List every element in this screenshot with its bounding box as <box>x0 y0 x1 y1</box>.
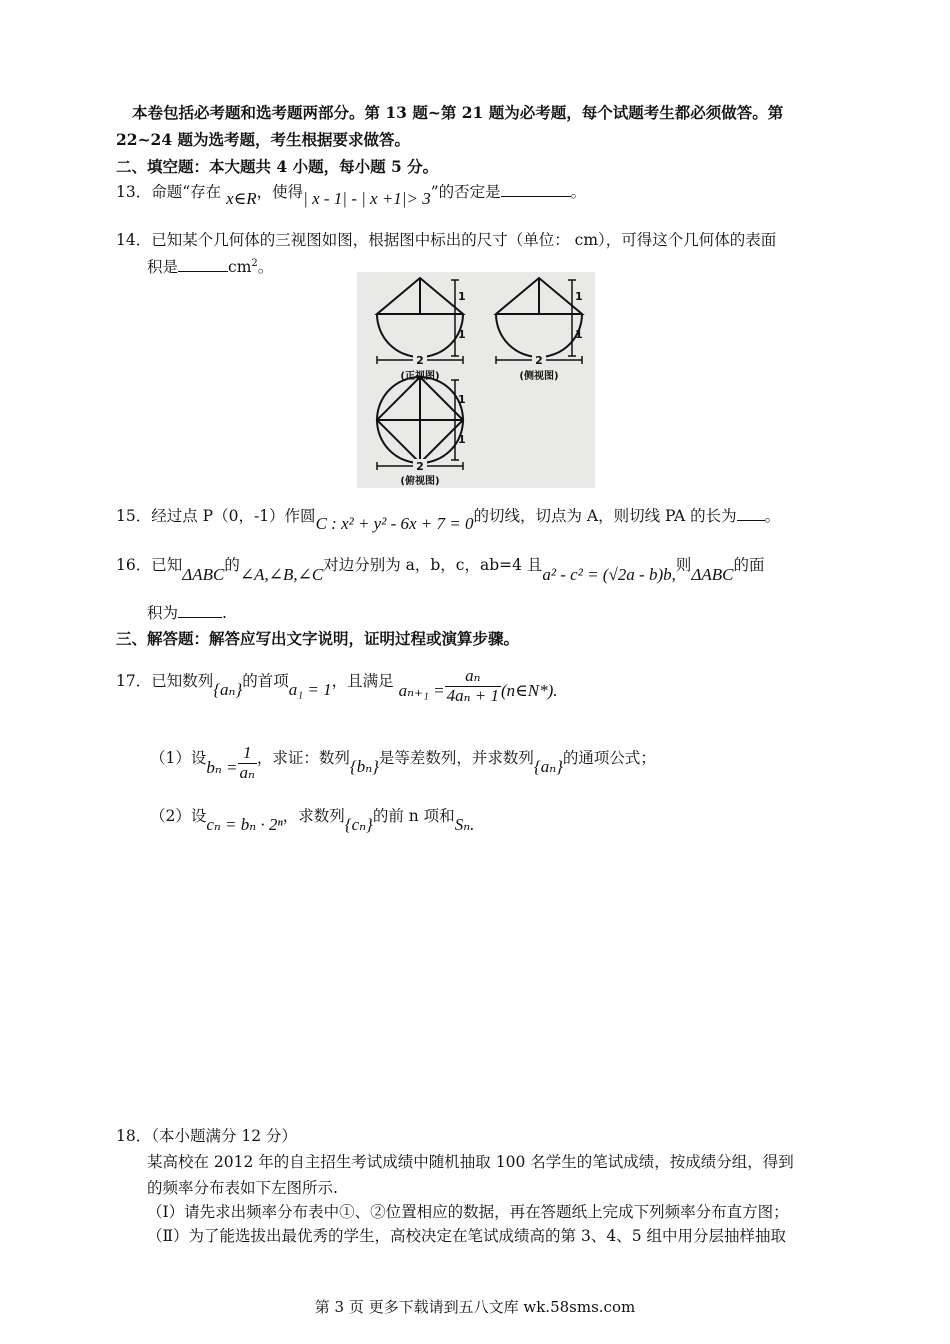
q17-recurrence-numerator: aₙ <box>445 667 501 687</box>
top-dim-width: 2 <box>416 460 424 473</box>
q17-seq-a: {aₙ} <box>213 680 243 700</box>
q13-answer-blank <box>501 182 571 197</box>
q18-line-1: 某高校在 2012 年的自主招生考试成绩中随机抽取 100 名学生的笔试成绩，按成绩分组，得到 <box>147 1153 794 1171</box>
q17-seq-c: {cₙ} <box>344 815 373 834</box>
question-13: 13．命题“存在 x∈R，使得| x - 1| - | x +1|> 3”的否定是 。 <box>116 183 587 208</box>
q17-recurrence-domain: (n∈N*). <box>500 681 558 701</box>
question-17-part-1: （1）设bₙ = $\frac{1}{\text{aₙ}}$ ，求证：数列{bₙ}是等差数列，并求数列{aₙ}的通项公式； <box>150 743 656 782</box>
q18-line-4: （Ⅱ）为了能选拔出最优秀的学生，高校决定在笔试成绩高的第 3、4、5 组中用分层抽样抽取 <box>147 1227 786 1245</box>
q17-number: 17． <box>116 672 152 691</box>
q17-seq-a-2: {aₙ} <box>533 757 563 777</box>
q16-math-triangle: ΔABC <box>182 565 225 584</box>
q17-seq-b: {bₙ} <box>349 757 379 777</box>
q13-math-1: x∈R <box>226 189 257 208</box>
side-dim-height-2: 1 <box>575 328 583 341</box>
intro-line-2: 22~24 题为选考题，考生根据要求做答。 <box>116 130 411 149</box>
q16-math-triangle-2: ΔABC <box>691 565 734 584</box>
question-14-line-1: 14．已知某个几何体的三视图如图，根据图中标出的尺寸（单位： cm），可得这个几何体的表面 <box>116 231 777 249</box>
q15-answer-blank <box>737 506 765 521</box>
question-15: 15．经过点 P（0，-1）作圆C : x² + y² - 6x + 7 = 0的切线，切点为 A，则切线 PA 的长为 。 <box>116 507 781 533</box>
three-view-figure <box>357 272 595 488</box>
front-view-label: (正视图) <box>400 371 440 382</box>
section-2-heading: 二、填空题：本大题共 4 小题，每小题 5 分。 <box>116 157 439 176</box>
q17-recurrence-lhs: aₙ₊₁ = <box>398 681 445 701</box>
q13-math-2: | x - 1| - | x +1|> 3 <box>303 189 431 208</box>
front-dim-width: 2 <box>416 354 424 367</box>
question-17-stem: 17．已知数列{aₙ}的首项a₁ = 1，且满足 aₙ₊₁ = $\frac{\text{aₙ}}{\text{4aₙ + 1}}$ (n∈N*). <box>116 666 558 705</box>
question-17-part-2: （2）设cₙ = bₙ · 2ⁿ，求数列{cₙ}的前 n 项和Sₙ. <box>150 807 475 834</box>
front-view-drawing <box>377 278 463 357</box>
side-dim-height-1: 1 <box>575 290 583 303</box>
q18-number: 18． <box>116 1127 152 1145</box>
q15-circle-equation: C : x² + y² - 6x + 7 = 0 <box>315 514 474 533</box>
q17-sum: Sₙ. <box>454 815 475 834</box>
section-3-heading: 三、解答题：解答应写出文字说明，证明过程或演算步骤。 <box>116 629 520 648</box>
q17-cn-def: cₙ = bₙ · 2ⁿ <box>206 815 283 834</box>
page-footer: 第 3 页 更多下载请到五八文库 wk.58sms.com <box>314 1298 636 1316</box>
q16-number: 16． <box>116 556 152 574</box>
q17-bn-def: bₙ = <box>206 758 238 778</box>
front-dim-height-1: 1 <box>458 290 466 303</box>
top-view-drawing <box>377 377 463 463</box>
q16-answer-blank <box>178 603 222 618</box>
top-view-label: (俯视图) <box>400 476 440 487</box>
side-view-label: (侧视图) <box>519 371 559 382</box>
q14-number: 14． <box>116 231 152 249</box>
question-16-line-1: 16．已知ΔABC的∠A,∠B,∠C对边分别为 a，b，c，ab=4 且a² - c² = (√2a - b)b,则ΔABC的面 <box>116 556 765 584</box>
q17-first-term: a₁ = 1 <box>288 680 332 700</box>
intro-line-1: 本卷包括必考题和选考题两部分。第 13 题~第 21 题为必考题，每个试题考生都必须做答。第 <box>132 103 784 122</box>
q13-number: 13． <box>116 183 152 201</box>
q18-line-2: 的频率分布表如下左图所示. <box>147 1179 338 1197</box>
q18-line-3: （Ⅰ）请先求出频率分布表中①、②位置相应的数据，再在答题纸上完成下列频率分布直方图； <box>147 1203 789 1221</box>
q17-recurrence-denominator: 4aₙ + 1 <box>446 685 499 705</box>
question-18-header: 18．（本小题满分 12 分） <box>116 1127 298 1145</box>
q14-answer-blank <box>178 257 228 272</box>
q16-math-angles: ∠A,∠B,∠C <box>239 565 324 584</box>
front-dim-height-2: 1 <box>458 328 466 341</box>
question-14-line-2: 积是 $cm^2$。 <box>147 257 274 276</box>
q16-math-condition: a² - c² = (√2a - b)b, <box>542 565 676 584</box>
side-dim-width: 2 <box>535 354 543 367</box>
side-view-drawing <box>496 278 582 357</box>
top-dim-height-1: 1 <box>458 393 466 406</box>
q15-number: 15． <box>116 507 152 525</box>
top-dim-height-2: 1 <box>458 433 466 446</box>
question-16-line-2: 积为 . <box>147 604 227 622</box>
